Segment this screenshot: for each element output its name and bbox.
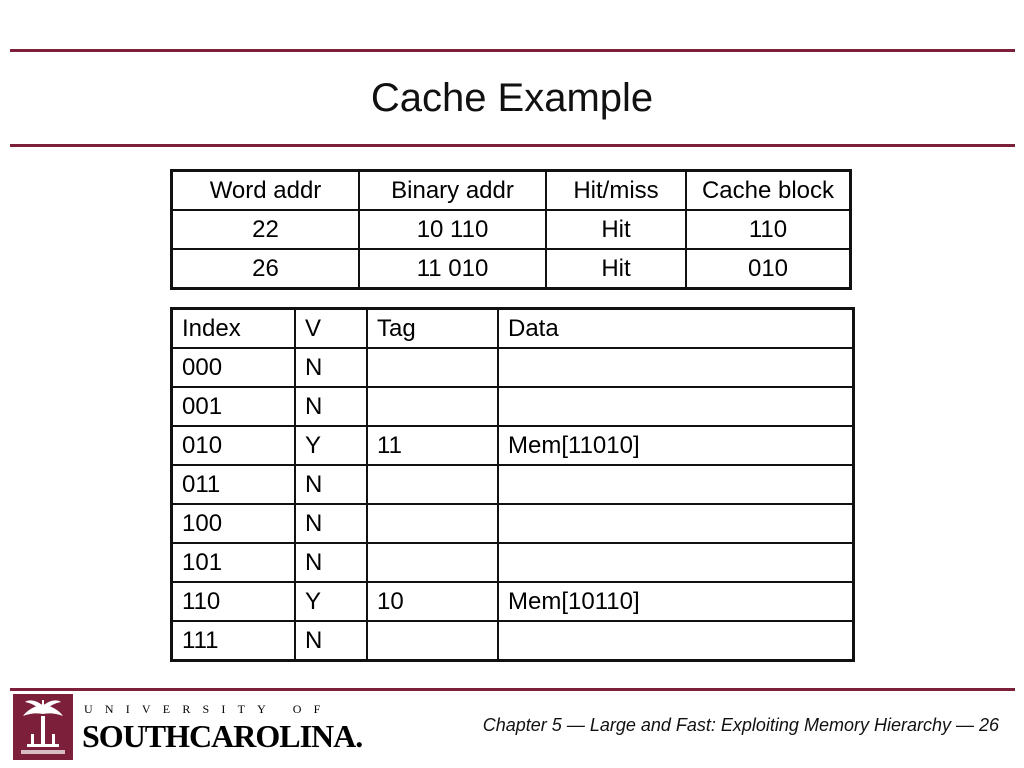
table-cell [367,504,498,543]
table-cell [367,621,498,661]
table-cell: 010 [172,426,296,465]
table-cell: 111 [172,621,296,661]
table-cell: 11 010 [359,249,546,289]
col-header: Binary addr [359,171,546,211]
table-row [172,582,854,621]
table-row [172,465,854,504]
table-cell [498,504,854,543]
col-header: Data [498,309,854,349]
university-name: SOUTHCAROLINA. [82,718,363,754]
title-rule [10,144,1015,147]
table-cell: N [295,387,367,426]
table-cell: 11 [367,426,498,465]
table-cell [367,387,498,426]
table-cell: 26 [172,249,360,289]
table-row [172,426,854,465]
col-header: Index [172,309,296,349]
table-cell [367,465,498,504]
col-header: V [295,309,367,349]
table-cell: Hit [546,249,686,289]
table-header-row [172,309,854,349]
table-cell [498,543,854,582]
table-cell: 100 [172,504,296,543]
table-cell: N [295,504,367,543]
slide-title: Cache Example [370,76,654,120]
table-cell: Mem[10110] [498,582,854,621]
table-header-row [172,171,851,211]
footer-caption: Chapter 5 — Large and Fast: Exploiting Memory Hierarchy — 26 [482,715,999,735]
table-cell: 101 [172,543,296,582]
table-cell: N [295,348,367,387]
table-cell: 10 [367,582,498,621]
cache-table [170,307,855,662]
table-cell: 10 110 [359,210,546,249]
table-row [172,249,851,289]
col-header: Cache block [686,171,851,211]
table-cell [498,621,854,661]
table-cell [367,543,498,582]
col-header: Hit/miss [546,171,686,211]
table-row [172,387,854,426]
table-cell: N [295,621,367,661]
table-cell: 000 [172,348,296,387]
table-cell: Hit [546,210,686,249]
table-cell: 011 [172,465,296,504]
table-cell [498,387,854,426]
table-cell: Mem[11010] [498,426,854,465]
col-header: Tag [367,309,498,349]
table-row [172,348,854,387]
table-cell [367,348,498,387]
table-cell: 22 [172,210,360,249]
table-row [172,504,854,543]
table-cell: N [295,465,367,504]
footer-rule [10,688,1015,691]
table-cell: N [295,543,367,582]
table-row [172,543,854,582]
table-cell: 010 [686,249,851,289]
table-cell [498,348,854,387]
access-table [170,169,852,290]
table-cell: 110 [686,210,851,249]
col-header: Word addr [172,171,360,211]
table-row [172,621,854,661]
table-cell: 001 [172,387,296,426]
top-rule [10,49,1015,52]
table-row [172,210,851,249]
table-cell: 110 [172,582,296,621]
university-line: UNIVERSITY OF [84,702,333,716]
table-cell: Y [295,426,367,465]
table-cell: Y [295,582,367,621]
table-cell [498,465,854,504]
